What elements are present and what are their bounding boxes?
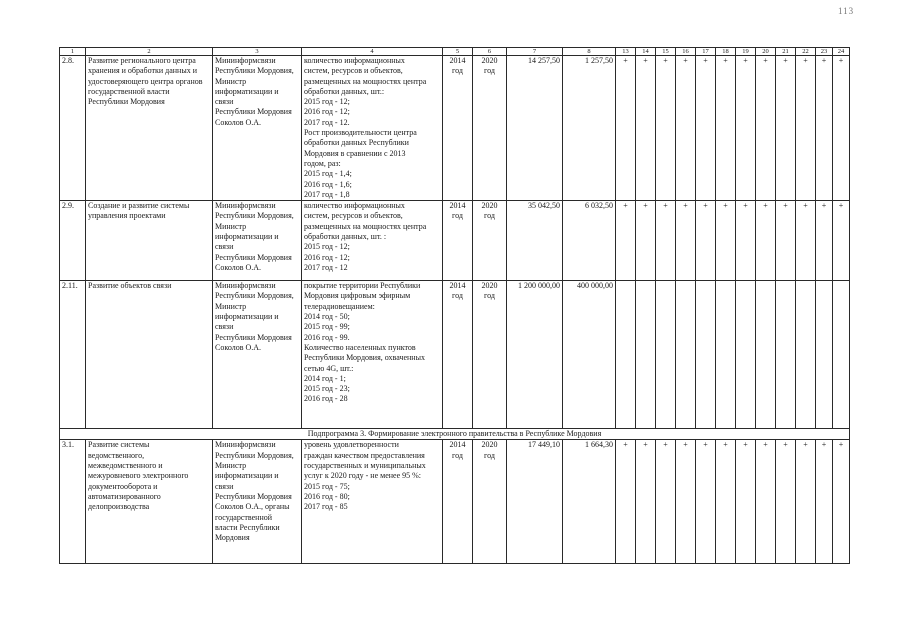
- column-number-row: [60, 48, 850, 56]
- text-line: Министр: [215, 221, 247, 231]
- plan-mark: +: [736, 440, 756, 564]
- start-year: [443, 56, 473, 201]
- text-line: 2015 год - 75;: [304, 481, 350, 491]
- plan-mark: +: [833, 440, 850, 564]
- text-line: год: [484, 291, 495, 301]
- text-line: Мининформсвязи: [215, 281, 276, 291]
- plan-mark: +: [636, 440, 656, 564]
- row-number: 2.11.: [60, 281, 86, 429]
- plan-mark: [736, 281, 756, 429]
- text-line: 2015 год - 12;: [304, 242, 350, 252]
- text-line: делопроизводства: [88, 502, 150, 512]
- column-number: 7: [507, 48, 563, 56]
- text-line: Министр: [215, 461, 247, 471]
- total-amount: 35 042,50: [507, 201, 563, 281]
- text-line: управления проектами: [88, 211, 166, 221]
- plan-mark: +: [756, 440, 776, 564]
- text-line: Республики Мордовия,: [215, 291, 294, 301]
- text-line: Мининформсвязи: [215, 201, 276, 211]
- text-line: 2014 год - 50;: [304, 312, 350, 322]
- plan-mark: +: [816, 440, 833, 564]
- plan-mark: +: [656, 56, 676, 201]
- text-line: 2020: [481, 201, 498, 211]
- table-row: [60, 440, 850, 564]
- text-line: ведомственного,: [88, 450, 145, 460]
- text-line: информатизации и: [215, 471, 279, 481]
- text-line: связи: [215, 322, 234, 332]
- text-line: государственных и муниципальных: [304, 461, 426, 471]
- plan-mark: +: [676, 56, 696, 201]
- text-line: год: [484, 450, 495, 460]
- plan-mark: +: [796, 56, 816, 201]
- text-line: покрытие территории Республики: [304, 281, 421, 291]
- text-line: Министр: [215, 301, 247, 311]
- plan-mark: +: [756, 56, 776, 201]
- text-line: связи: [215, 97, 234, 107]
- text-line: Соколов О.А.: [215, 262, 262, 272]
- text-line: Республики Мордовия: [88, 97, 165, 107]
- text-line: межведомственного и: [88, 461, 163, 471]
- text-line: информатизации и: [215, 312, 279, 322]
- text-line: 2014: [449, 56, 466, 65]
- end-year: [473, 56, 507, 201]
- activity-name: [86, 281, 213, 429]
- text-line: информатизации и: [215, 232, 279, 242]
- text-line: 2016 год - 99.: [304, 332, 350, 342]
- text-line: размещенных на мощностях центра: [304, 221, 427, 231]
- text-line: власти Республики: [215, 522, 280, 532]
- total-amount: 14 257,50: [507, 56, 563, 201]
- plan-mark: +: [716, 440, 736, 564]
- total-amount: 1 200 000,00: [507, 281, 563, 429]
- plan-mark: +: [816, 201, 833, 281]
- plan-mark: +: [776, 201, 796, 281]
- executor: [213, 440, 302, 564]
- text-line: граждан качеством предоставления: [304, 450, 425, 460]
- executor: [213, 201, 302, 281]
- indicator: [302, 56, 443, 201]
- text-line: связи: [215, 481, 234, 491]
- end-year: [473, 201, 507, 281]
- indicator: [302, 440, 443, 564]
- text-line: Мордовия в сравнении с 2013: [304, 148, 406, 158]
- text-line: год: [484, 66, 495, 76]
- text-line: Республики Мордовия: [215, 491, 292, 501]
- text-line: Развитие объектов связи: [88, 281, 172, 291]
- subprogram-heading: Подпрограмма 3. Формирование электронного правительства в Республике Мордовия: [60, 429, 850, 440]
- plan-mark: +: [833, 201, 850, 281]
- text-line: 2020: [481, 56, 498, 65]
- text-line: 2016 год - 28: [304, 394, 348, 404]
- text-line: систем, ресурсов и объектов,: [304, 211, 403, 221]
- text-line: 2020: [481, 281, 498, 291]
- subprogram-row: [60, 429, 850, 440]
- text-line: 2016 год - 80;: [304, 491, 350, 501]
- plan-mark: +: [716, 56, 736, 201]
- period-amount: 400 000,00: [563, 281, 616, 429]
- table-row: [60, 56, 850, 201]
- column-number: 13: [616, 48, 636, 56]
- column-number: 2: [86, 48, 213, 56]
- plan-mark: [833, 281, 850, 429]
- text-line: Республики Мордовия: [215, 252, 292, 262]
- text-line: год: [484, 211, 495, 221]
- text-line: межуровневого электронного: [88, 471, 189, 481]
- text-line: год: [452, 66, 463, 76]
- plan-mark: +: [816, 56, 833, 201]
- text-line: Республики Мордовия: [215, 107, 292, 117]
- text-line: Министр: [215, 76, 247, 86]
- plan-table: [59, 47, 850, 564]
- text-line: связи: [215, 242, 234, 252]
- plan-mark: +: [796, 201, 816, 281]
- end-year: [473, 281, 507, 429]
- text-line: Мордовия: [215, 533, 250, 543]
- text-line: информатизации и: [215, 86, 279, 96]
- text-line: Развитие регионального центра: [88, 56, 196, 65]
- text-line: государственной: [215, 512, 273, 522]
- total-amount: 17 449,10: [507, 440, 563, 564]
- plan-mark: +: [616, 440, 636, 564]
- text-line: 2015 год - 1,4;: [304, 169, 352, 179]
- text-line: 2017 год - 1,8: [304, 189, 350, 199]
- text-line: 2014: [449, 281, 466, 291]
- text-line: уровень удовлетворенности: [304, 440, 399, 450]
- executor: [213, 281, 302, 429]
- plan-mark: +: [636, 201, 656, 281]
- activity-name: [86, 56, 213, 201]
- plan-mark: +: [676, 201, 696, 281]
- text-line: государственной власти: [88, 86, 170, 96]
- text-line: количество информационных: [304, 56, 405, 65]
- text-line: обработки данных, шт. :: [304, 232, 387, 242]
- plan-mark: +: [656, 201, 676, 281]
- plan-mark: [696, 281, 716, 429]
- text-line: обработки данных Республики: [304, 138, 409, 148]
- column-number: 14: [636, 48, 656, 56]
- plan-mark: +: [796, 440, 816, 564]
- text-line: размещенных на мощностях центра: [304, 76, 427, 86]
- column-number: 20: [756, 48, 776, 56]
- plan-mark: [676, 281, 696, 429]
- plan-mark: +: [696, 440, 716, 564]
- plan-mark: [636, 281, 656, 429]
- plan-mark: [776, 281, 796, 429]
- column-number: 22: [796, 48, 816, 56]
- text-line: 2017 год - 85: [304, 502, 348, 512]
- text-line: Мининформсвязи: [215, 440, 276, 450]
- text-line: 2014 год - 1;: [304, 373, 346, 383]
- executor: [213, 56, 302, 201]
- plan-mark: [656, 281, 676, 429]
- plan-mark: +: [776, 440, 796, 564]
- text-line: 2015 год - 12;: [304, 97, 350, 107]
- plan-mark: [796, 281, 816, 429]
- column-number: 24: [833, 48, 850, 56]
- text-line: Республики Мордовия,: [215, 66, 294, 76]
- row-number: 3.1.: [60, 440, 86, 564]
- plan-mark: +: [776, 56, 796, 201]
- plan-mark: [616, 281, 636, 429]
- table-row: [60, 201, 850, 281]
- plan-mark: +: [696, 56, 716, 201]
- text-line: Соколов О.А.: [215, 342, 262, 352]
- text-line: Республики Мордовия,: [215, 450, 294, 460]
- text-line: 2014: [449, 440, 466, 450]
- indicator: [302, 281, 443, 429]
- activity-name: [86, 440, 213, 564]
- text-line: телерадиовещанием:: [304, 301, 375, 311]
- text-line: Развитие системы: [88, 440, 150, 450]
- plan-mark: +: [716, 201, 736, 281]
- text-line: год: [452, 291, 463, 301]
- column-number: 1: [60, 48, 86, 56]
- text-line: 2017 год - 12.: [304, 117, 350, 127]
- column-number: 21: [776, 48, 796, 56]
- plan-mark: +: [636, 56, 656, 201]
- page-number: 113: [838, 6, 855, 16]
- plan-mark: +: [656, 440, 676, 564]
- text-line: Мордовия цифровым эфирным: [304, 291, 411, 301]
- text-line: Создание и развитие системы: [88, 201, 190, 211]
- plan-mark: +: [676, 440, 696, 564]
- start-year: [443, 440, 473, 564]
- start-year: [443, 201, 473, 281]
- period-amount: 6 032,50: [563, 201, 616, 281]
- column-number: 8: [563, 48, 616, 56]
- column-number: 4: [302, 48, 443, 56]
- text-line: 2016 год - 12;: [304, 107, 350, 117]
- plan-mark: +: [616, 56, 636, 201]
- text-line: документооборота и: [88, 481, 158, 491]
- text-line: год: [452, 450, 463, 460]
- text-line: 2015 год - 23;: [304, 384, 350, 394]
- text-line: годом, раз:: [304, 158, 341, 168]
- text-line: обработки данных, шт.:: [304, 86, 385, 96]
- plan-mark: +: [696, 201, 716, 281]
- column-number: 23: [816, 48, 833, 56]
- row-number: 2.8.: [60, 56, 86, 201]
- text-line: 2017 год - 12: [304, 262, 348, 272]
- text-line: услуг к 2020 году - не менее 95 %:: [304, 471, 422, 481]
- table-row: [60, 281, 850, 429]
- text-line: Республики Мордовия, охваченных: [304, 353, 425, 363]
- period-amount: 1 664,30: [563, 440, 616, 564]
- text-line: автоматизированного: [88, 491, 161, 501]
- text-line: количество информационных: [304, 201, 405, 211]
- column-number: 19: [736, 48, 756, 56]
- plan-mark: +: [616, 201, 636, 281]
- text-line: удостоверяющего центра органов: [88, 76, 203, 86]
- plan-mark: +: [833, 56, 850, 201]
- row-number: 2.9.: [60, 201, 86, 281]
- text-line: хранения и обработки данных и: [88, 66, 197, 76]
- column-number: 16: [676, 48, 696, 56]
- text-line: сетью 4G, шт.:: [304, 363, 354, 373]
- text-line: Соколов О.А., органы: [215, 502, 290, 512]
- column-number: 17: [696, 48, 716, 56]
- activity-name: [86, 201, 213, 281]
- text-line: Количество населенных пунктов: [304, 342, 416, 352]
- text-line: Соколов О.А.: [215, 117, 262, 127]
- text-line: 2015 год - 99;: [304, 322, 350, 332]
- column-number: 3: [213, 48, 302, 56]
- plan-mark: +: [756, 201, 776, 281]
- plan-mark: +: [736, 56, 756, 201]
- column-number: 6: [473, 48, 507, 56]
- text-line: 2020: [481, 440, 498, 450]
- plan-mark: +: [736, 201, 756, 281]
- column-number: 15: [656, 48, 676, 56]
- start-year: [443, 281, 473, 429]
- period-amount: 1 257,50: [563, 56, 616, 201]
- column-number: 18: [716, 48, 736, 56]
- end-year: [473, 440, 507, 564]
- column-number: 5: [443, 48, 473, 56]
- plan-mark: [816, 281, 833, 429]
- text-line: год: [452, 211, 463, 221]
- indicator: [302, 201, 443, 281]
- plan-mark: [756, 281, 776, 429]
- plan-mark: [716, 281, 736, 429]
- text-line: 2014: [449, 201, 466, 211]
- text-line: Республики Мордовия: [215, 332, 292, 342]
- text-line: Мининформсвязи: [215, 56, 276, 65]
- text-line: Республики Мордовия,: [215, 211, 294, 221]
- text-line: 2016 год - 1,6;: [304, 179, 352, 189]
- text-line: Рост производительности центра: [304, 128, 417, 138]
- text-line: систем, ресурсов и объектов,: [304, 66, 403, 76]
- text-line: 2016 год - 12;: [304, 252, 350, 262]
